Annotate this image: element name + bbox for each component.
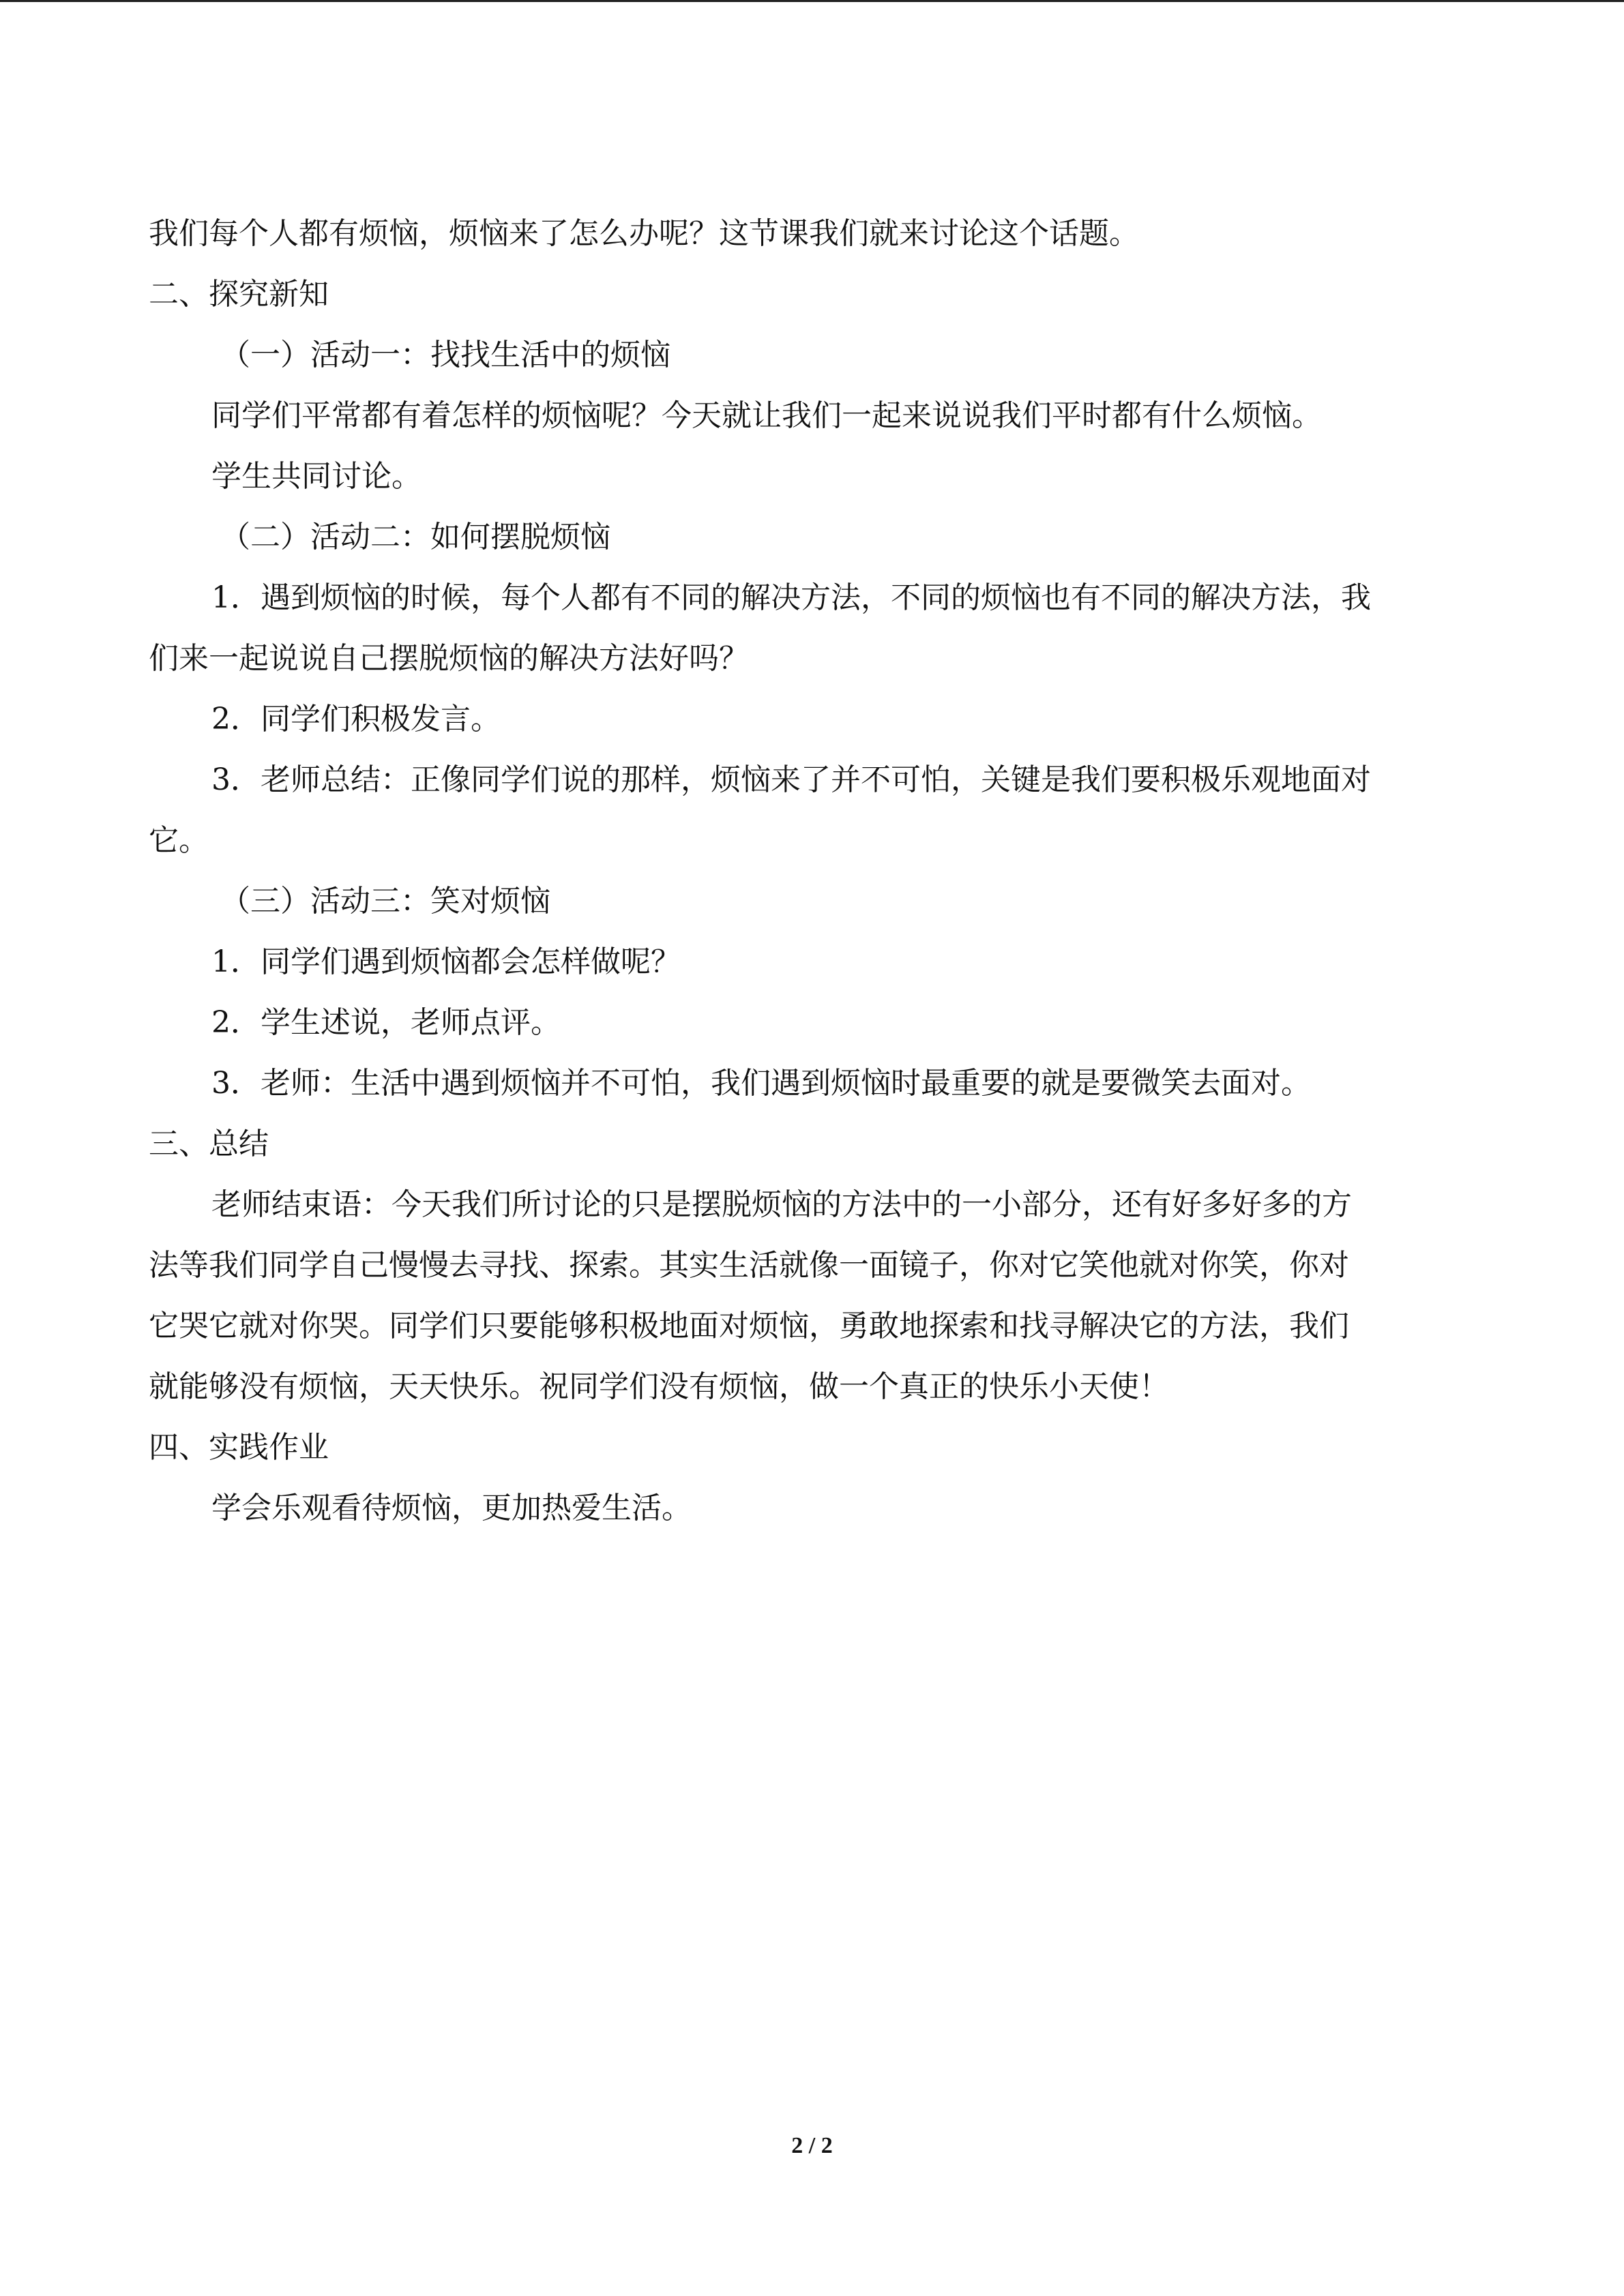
activity-two-item-1: 1．遇到烦恼的时候，每个人都有不同的解决方法，不同的烦恼也有不同的解决方法，我 xyxy=(211,580,1371,615)
section-heading-explore: 二、探究新知 xyxy=(149,277,329,312)
activity-one-question: 同学们平常都有着怎样的烦恼呢？今天就让我们一起来说说我们平时都有什么烦恼。 xyxy=(211,398,1322,433)
activity-two-item-3: 3．老师总结：正像同学们说的那样，烦恼来了并不可怕，关键是我们要积极乐观地面对 xyxy=(211,762,1371,797)
summary-line-2: 法等我们同学自己慢慢去寻找、探索。其实生活就像一面镜子，你对它笑他就对你笑，你对 xyxy=(149,1248,1349,1283)
activity-three-item-1: 1．同学们遇到烦恼都会怎样做呢？ xyxy=(211,944,681,979)
summary-line-4: 就能够没有烦恼，天天快乐。祝同学们没有烦恼，做一个真正的快乐小天使！ xyxy=(149,1369,1169,1404)
page-number: 2 / 2 xyxy=(791,2133,833,2158)
activity-two-item-2: 2．同学们积极发言。 xyxy=(211,702,501,736)
homework-text: 学会乐观看待烦恼，更加热爱生活。 xyxy=(211,1491,692,1525)
section-heading-summary: 三、总结 xyxy=(149,1127,269,1161)
activity-one-heading: （一）活动一：找找生活中的烦恼 xyxy=(220,338,670,372)
summary-line-1: 老师结束语：今天我们所讨论的只是摆脱烦恼的方法中的一小部分，还有好多好多的方 xyxy=(211,1187,1352,1222)
activity-two-heading: （二）活动二：如何摆脱烦恼 xyxy=(220,520,610,554)
activity-three-item-3: 3．老师：生活中遇到烦恼并不可怕，我们遇到烦恼时最重要的就是要微笑去面对。 xyxy=(211,1066,1311,1101)
activity-two-item-1-cont: 们来一起说说自己摆脱烦恼的解决方法好吗？ xyxy=(149,641,749,676)
summary-line-3: 它哭它就对你哭。同学们只要能够积极地面对烦恼，勇敢地探索和找寻解决它的方法，我们 xyxy=(149,1309,1349,1343)
top-border-line xyxy=(0,0,1624,2)
section-heading-homework: 四、实践作业 xyxy=(149,1430,329,1465)
activity-three-item-2: 2．学生述说，老师点评。 xyxy=(211,1005,561,1040)
activity-three-heading: （三）活动三：笑对烦恼 xyxy=(220,884,550,919)
activity-one-discussion: 学生共同讨论。 xyxy=(211,459,422,494)
intro-paragraph-end: 我们每个人都有烦恼，烦恼来了怎么办呢？这节课我们就来讨论这个话题。 xyxy=(149,216,1139,251)
document-body xyxy=(149,203,1475,1538)
activity-two-item-3-cont: 它。 xyxy=(149,823,209,858)
